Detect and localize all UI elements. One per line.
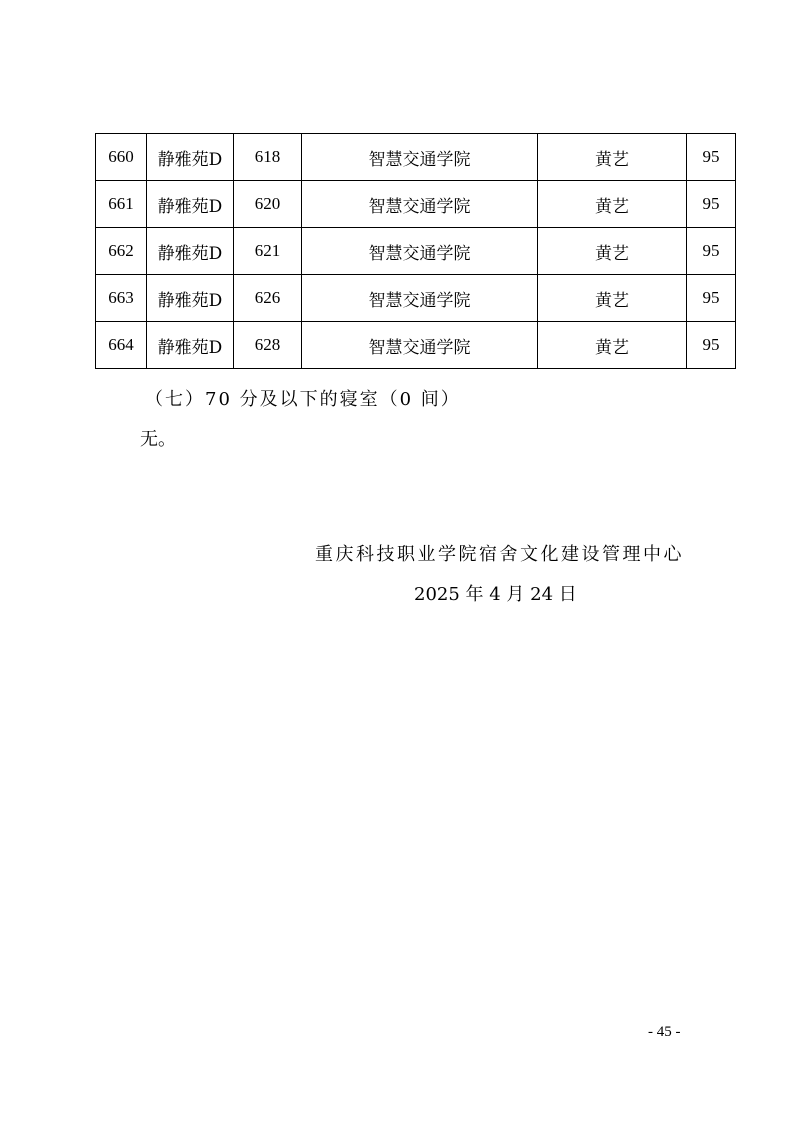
section-heading: （七）70 分及以下的寝室（0 间） [145,389,461,410]
dorm-score-table [95,133,736,369]
table-row [96,134,736,181]
table-row [96,275,736,322]
issuer-name: 重庆科技职业学院宿舍文化建设管理中心 [315,544,684,565]
table-row [96,322,736,369]
cell-score: 95 [687,275,736,322]
cell-building: 静雅苑D [147,322,234,369]
cell-building: 静雅苑D [147,134,234,181]
cell-college: 智慧交通学院 [302,181,538,228]
cell-number: 664 [96,322,147,369]
cell-college: 智慧交通学院 [302,275,538,322]
page-number: - 45 - [648,1024,681,1040]
cell-building: 静雅苑D [147,181,234,228]
cell-counselor: 黄艺 [538,322,687,369]
cell-college: 智慧交通学院 [302,228,538,275]
table-body [96,134,736,369]
cell-room: 628 [234,322,302,369]
cell-number: 663 [96,275,147,322]
issue-date: 2025 年 4 月 24 日 [414,584,577,605]
table-row [96,181,736,228]
cell-score: 95 [687,322,736,369]
cell-room: 621 [234,228,302,275]
cell-number: 661 [96,181,147,228]
cell-score: 95 [687,228,736,275]
cell-college: 智慧交通学院 [302,322,538,369]
cell-counselor: 黄艺 [538,134,687,181]
cell-number: 660 [96,134,147,181]
table-row [96,228,736,275]
section-body-text: 无。 [140,429,176,450]
cell-college: 智慧交通学院 [302,134,538,181]
cell-room: 618 [234,134,302,181]
cell-counselor: 黄艺 [538,228,687,275]
cell-building: 静雅苑D [147,228,234,275]
cell-score: 95 [687,134,736,181]
cell-counselor: 黄艺 [538,181,687,228]
cell-room: 620 [234,181,302,228]
cell-room: 626 [234,275,302,322]
cell-number: 662 [96,228,147,275]
cell-building: 静雅苑D [147,275,234,322]
cell-score: 95 [687,181,736,228]
cell-counselor: 黄艺 [538,275,687,322]
